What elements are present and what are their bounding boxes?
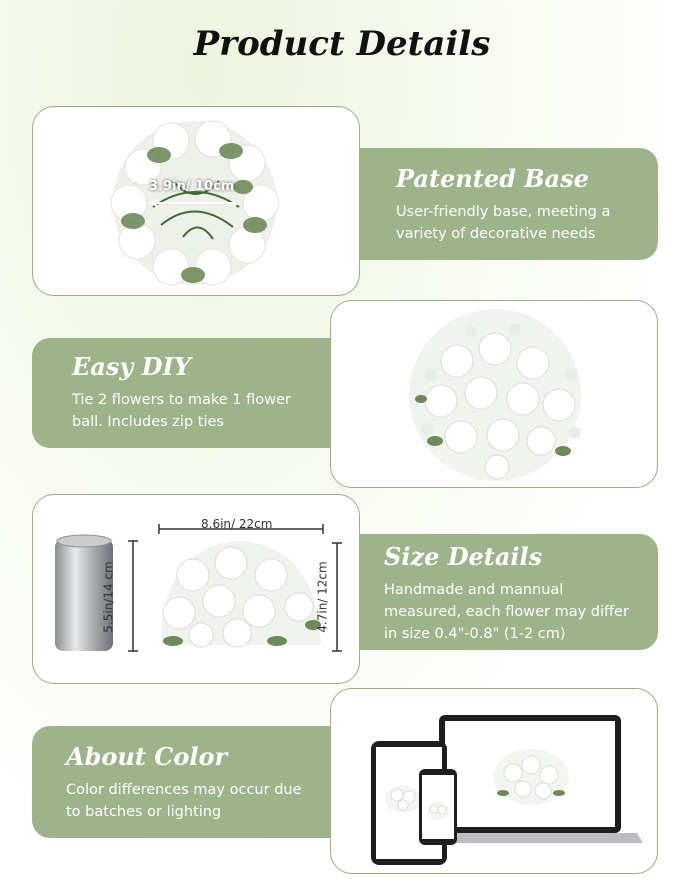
devices-image (331, 689, 658, 874)
feature-band-easy-diy (32, 338, 338, 448)
image-card-devices (330, 688, 658, 874)
image-card-size-comparison (32, 494, 360, 684)
feature-band-about-color (32, 726, 338, 838)
size-comparison-image (33, 495, 360, 684)
feature-title: Size Details (384, 542, 543, 571)
flower-base-top-view-image (33, 107, 360, 296)
feature-description: Color differences may occur due to batches or lighting (66, 782, 302, 820)
feature-description: Handmade and mannual measured, each flower may differ in size 0.4"-0.8" (1-2 cm) (384, 582, 629, 642)
flower-height-label: 4.7in/ 12cm (315, 561, 330, 633)
flower-ball-image (331, 301, 658, 488)
feature-title: Easy DIY (72, 352, 191, 381)
feature-description: User-friendly base, meeting a variety of decorative needs (396, 204, 611, 242)
width-dimension-label: 8.6in/ 22cm (201, 517, 273, 531)
can-height-label: 5.5in/14 cm (101, 561, 116, 633)
image-card-flower-ball (330, 300, 658, 488)
feature-title: Patented Base (396, 164, 589, 193)
feature-band-patented-base (352, 148, 658, 260)
feature-band-size-details (352, 534, 658, 650)
page-title: Product Details (193, 24, 491, 64)
diameter-label: 3.9in/ 10cm (149, 179, 235, 194)
image-card-base-top-view (32, 106, 360, 296)
feature-description: Tie 2 flowers to make 1 flower ball. Includes zip ties (72, 392, 291, 430)
feature-title: About Color (66, 742, 228, 771)
